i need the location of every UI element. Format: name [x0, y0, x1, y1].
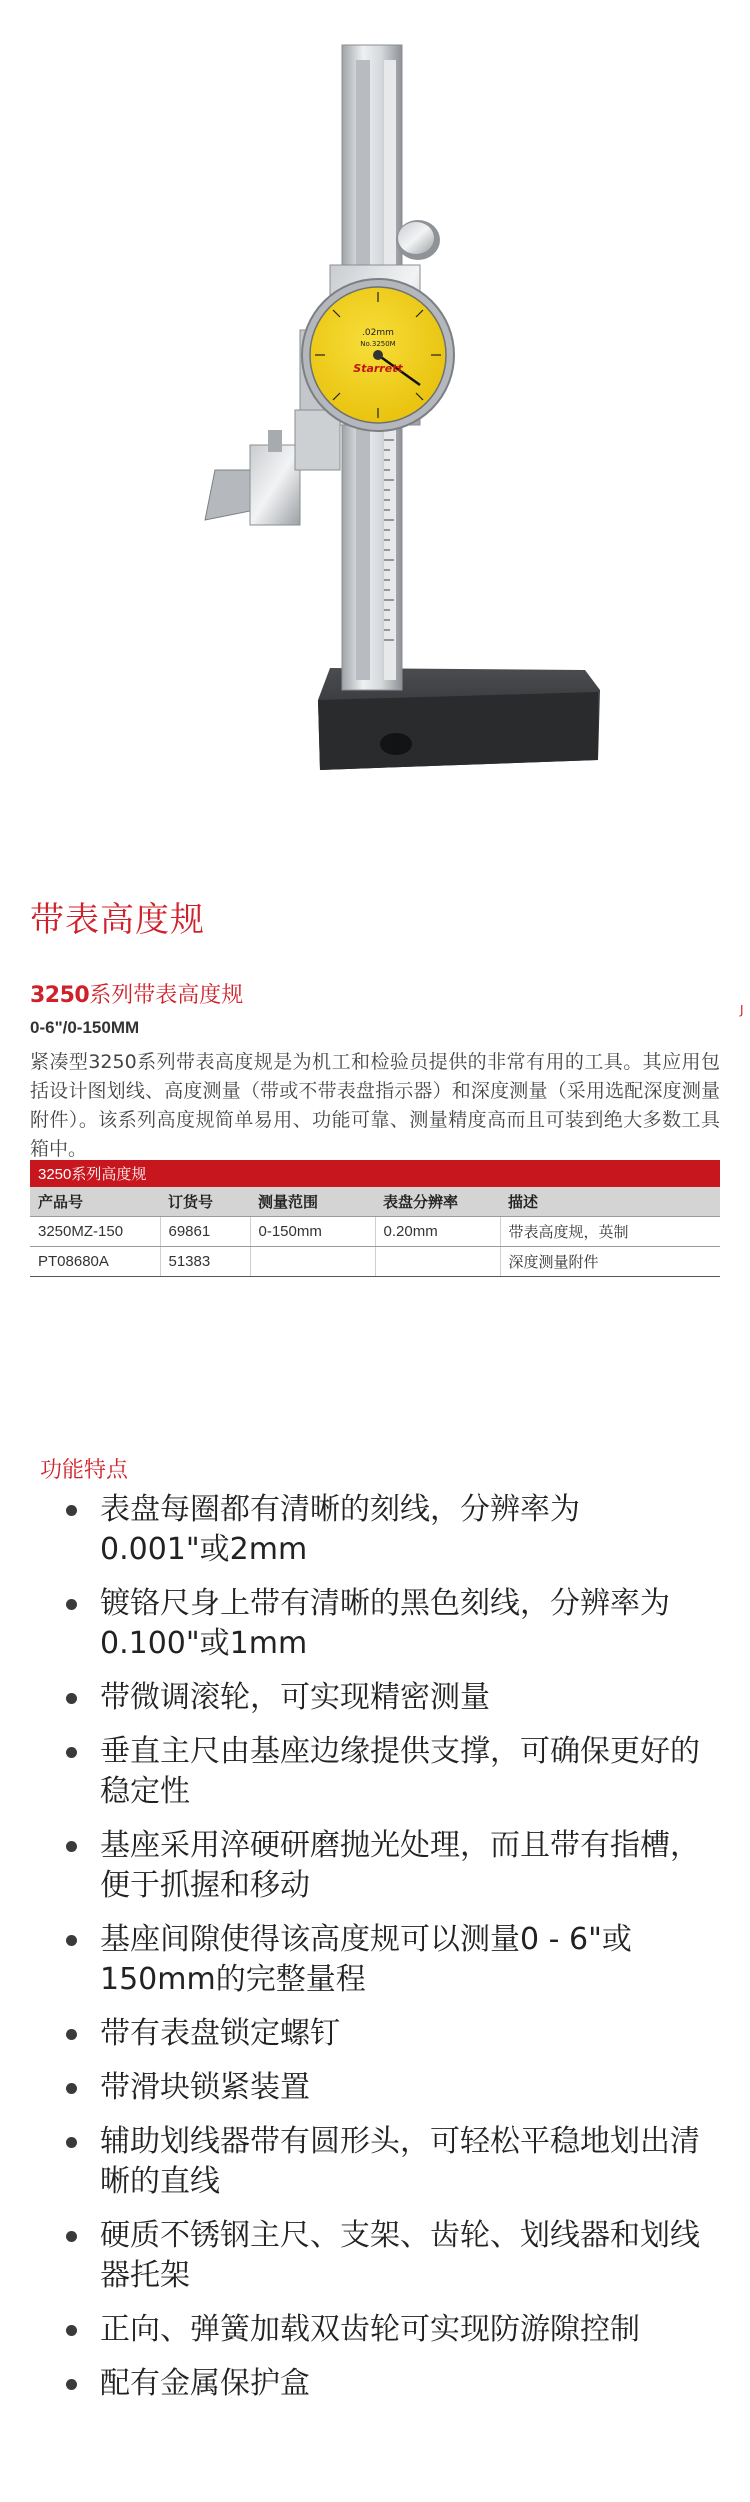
spec-table	[30, 1160, 720, 1277]
feature-text: 带有表盘锁定螺钉	[100, 2016, 340, 2051]
bullet-icon	[66, 2137, 77, 2148]
bullet-icon	[66, 1935, 77, 1946]
feature-text: 垂直主尺由基座边缘提供支撑，可确保更好的稳定性	[100, 1734, 700, 1809]
bullet-icon	[66, 2029, 77, 2040]
list-item	[60, 2014, 700, 2054]
bullet-icon	[66, 1693, 77, 1704]
list-item	[60, 2216, 700, 2296]
bullet-icon	[66, 2231, 77, 2242]
header-resolution: 表盘分辨率	[375, 1187, 500, 1217]
measurement-range: 0-6"/0-150MM	[30, 1018, 140, 1037]
table-row	[30, 1247, 720, 1277]
list-item	[60, 2364, 700, 2404]
cell-description: 带表高度规，英制	[500, 1217, 720, 1247]
cell-description: 深度测量附件	[500, 1247, 720, 1277]
cell-range	[250, 1247, 375, 1277]
table-row	[30, 1217, 720, 1247]
bullet-icon	[66, 2325, 77, 2336]
bullet-icon	[66, 1747, 77, 1758]
list-item	[60, 1584, 700, 1664]
feature-list	[60, 1490, 700, 2418]
feature-text: 基座采用淬硬研磨抛光处理，而且带有指槽，便于抓握和移动	[100, 1828, 700, 1903]
feature-text: 配有金属保护盒	[100, 2366, 310, 2401]
cell-range: 0-150mm	[250, 1217, 375, 1247]
bullet-icon	[66, 1841, 77, 1852]
table-header-row	[30, 1187, 720, 1217]
series-title	[30, 978, 243, 1009]
page-title: 带表高度规	[30, 900, 205, 940]
table-caption: 3250系列高度规	[30, 1160, 720, 1187]
dial-brand-text: Starrett	[353, 362, 403, 375]
list-item	[60, 1678, 700, 1718]
table-caption-row	[30, 1160, 720, 1187]
bullet-icon	[66, 1505, 77, 1516]
feature-text: 带微调滚轮，可实现精密测量	[100, 1680, 490, 1715]
list-item	[60, 2068, 700, 2108]
list-item	[60, 2310, 700, 2350]
cell-order-no: 51383	[160, 1247, 250, 1277]
list-item	[60, 1920, 700, 2000]
feature-text: 硬质不锈钢主尺、支架、齿轮、划线器和划线器托架	[100, 2218, 700, 2293]
list-item	[60, 2122, 700, 2202]
list-item	[60, 1490, 700, 1570]
feature-text: 镀铬尺身上带有清晰的黑色刻线，分辨率为0.100"或1mm	[100, 1586, 670, 1661]
side-mark: J	[740, 1003, 744, 1017]
cell-product-no: PT08680A	[30, 1247, 160, 1277]
cell-product-no: 3250MZ-150	[30, 1217, 160, 1247]
cell-resolution: 0.20mm	[375, 1217, 500, 1247]
list-item	[60, 1732, 700, 1812]
feature-text: 基座间隙使得该高度规可以测量0 - 6"或150mm的完整量程	[100, 1922, 632, 1997]
bullet-icon	[66, 2379, 77, 2390]
header-range: 测量范围	[250, 1187, 375, 1217]
cell-order-no: 69861	[160, 1217, 250, 1247]
feature-text: 正向、弹簧加载双齿轮可实现防游隙控制	[100, 2312, 640, 2347]
cell-resolution	[375, 1247, 500, 1277]
dial-model-text: No.3250M	[360, 340, 396, 348]
header-description: 描述	[500, 1187, 720, 1217]
feature-text: 带滑块锁紧装置	[100, 2070, 310, 2105]
feature-text: 辅助划线器带有圆形头，可轻松平稳地划出清晰的直线	[100, 2124, 700, 2199]
feature-text: 表盘每圈都有清晰的刻线，分辨率为0.001"或2mm	[100, 1492, 580, 1567]
series-code: 3250	[30, 983, 90, 1008]
features-title: 功能特点	[40, 1458, 129, 1483]
header-order-no: 订货号	[160, 1187, 250, 1217]
series-suffix: 系列带表高度规	[89, 983, 244, 1008]
product-description: 紧凑型3250系列带表高度规是为机工和检验员提供的非常有用的工具。其应用包括设计图划线、高度测量（带或不带表盘指示器）和深度测量（采用选配深度测量附件）。该系列高度规简单易用、功能可靠、测量精度高而且可装到绝大多数工具箱中。	[30, 1051, 720, 1160]
list-item	[60, 1826, 700, 1906]
bullet-icon	[66, 1599, 77, 1610]
height-gauge-image	[0, 0, 750, 830]
header-product-no: 产品号	[30, 1187, 160, 1217]
dial-unit-text: .02mm	[362, 328, 394, 338]
bullet-icon	[66, 2083, 77, 2094]
